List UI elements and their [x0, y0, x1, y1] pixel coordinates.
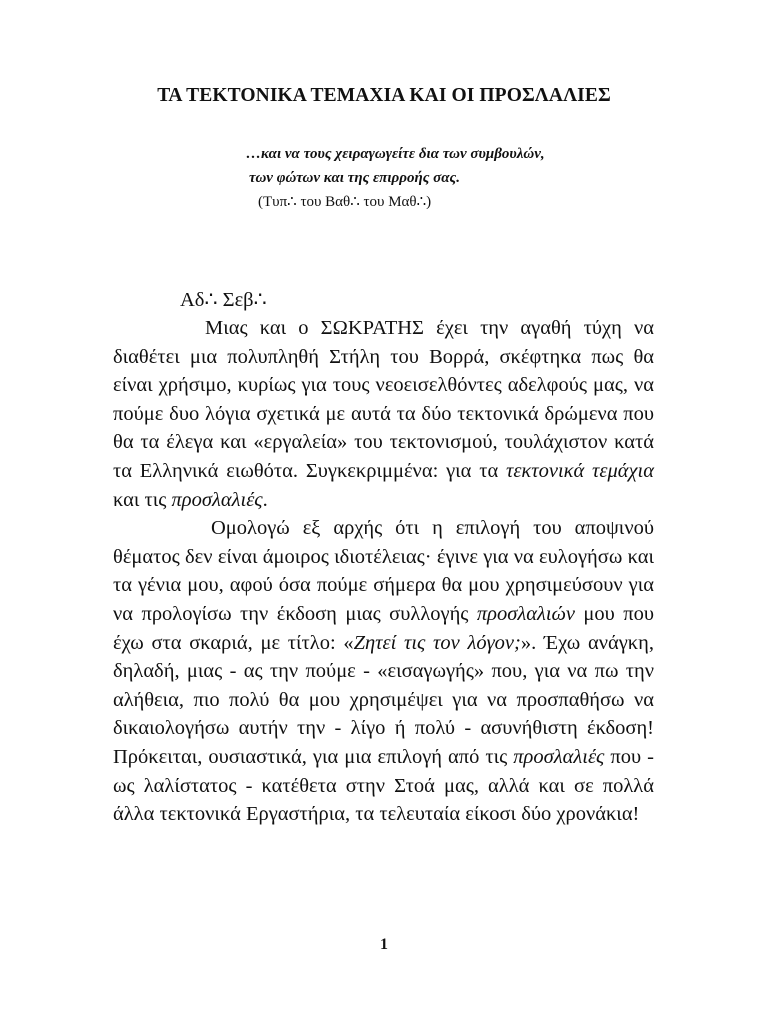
paragraph-1 [113, 314, 654, 514]
paragraph-1-text-a: Μιας και ο ΣΩΚΡΑΤΗΣ έχει την αγαθή τύχη να διαθέτει μια πολυπληθή Στήλη του Βορρά, σκέφτηκα πως θα είναι χρήσιμο, κυρίως για τους νεοεισελθόντες αδελφούς μας, να πούμε δυο λόγια σχετικά με αυτά τα δύο τεκτονικά δρώμενα που θα τα έλεγα και «εργαλεία» του τεκτονισμού, τουλάχιστον κατά τα Ελληνικά ειωθότα. Συγκεκριμμένα: για τα [113, 317, 654, 482]
epigraph [246, 142, 545, 214]
paragraph-1-emphasis-a: τεκτονικά τεμάχια [506, 459, 654, 482]
paragraph-2-emphasis-c: προσλαλιές [513, 745, 605, 768]
paragraph-1-emphasis-b: προσλαλιές [171, 488, 263, 511]
body-text [113, 314, 654, 829]
epigraph-source: (Τυπ∴ του Βαθ∴ του Μαθ∴) [258, 194, 432, 210]
paragraph-2 [113, 514, 654, 829]
epigraph-line-1: …και να τους χειραγωγείτε δια των συμβουλών, [246, 146, 545, 162]
greeting: Αδ∴ Σεβ∴ [180, 289, 267, 311]
page-number: 1 [380, 936, 388, 953]
paragraph-1-text-c: . [262, 488, 268, 511]
paragraph-2-text-c: ». Έχω ανάγκη, δηλαδή, μιας - ας την πούμε - «εισαγωγής» που, για να πω την αλήθεια, πιο πολύ θα μου χρησιμέψει για να προσπαθήσω να δικαιολογήσω αυτήν την - λίγο ή πολύ - ασυνήθιστη έκδοση! Πρόκειται, ουσιαστικά, για μια επιλογή από τις [113, 631, 654, 768]
paragraph-2-emphasis-a: προσλαλιών [476, 602, 575, 625]
paragraph-1-text-b: και τις [113, 488, 172, 511]
paragraph-2-text-a: Ομολογώ εξ αρχής ότι η επιλογή του αποψινού θέματος δεν είναι άμοιρος ιδιοτέλειας· έγινε για να ευλογήσω και τα γένια μου, αφού όσα πούμε σήμερα θα μου χρησιμεύσουν για να προλογίσω την έκδοση μιας συλλογής [113, 517, 654, 625]
document-title: ΤΑ ΤΕΚΤΟΝΙΚΑ ΤΕΜΑΧΙΑ ΚΑΙ ΟΙ ΠΡΟΣΛΑΛΙΕΣ [157, 85, 611, 106]
paragraph-2-text-b: μου που έχω στα σκαριά, με τίτλο: « [113, 602, 654, 654]
paragraph-2-text-d: που - ως λαλίστατος - κατέθετα στην Στοά μας, αλλά και σε πολλά άλλα τεκτονικά Εργαστήρια, τα τελευταία είκοσι δύο χρονάκια! [113, 745, 655, 826]
epigraph-line-2: των φώτων και της επιρροής σας. [249, 170, 460, 186]
paragraph-2-emphasis-b: Ζητεί τις τον λόγον; [353, 631, 521, 654]
